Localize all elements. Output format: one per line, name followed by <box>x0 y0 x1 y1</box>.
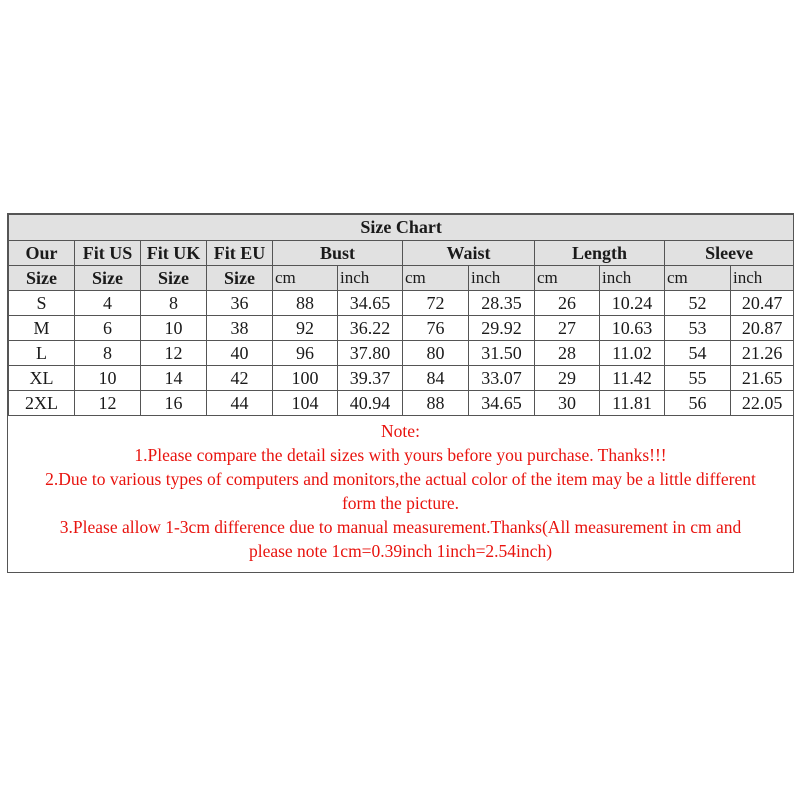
cell-bust-in: 40.94 <box>338 391 403 416</box>
header-length-inch: inch <box>600 266 665 291</box>
table-row <box>9 391 794 416</box>
note-line-2b: form the picture. <box>341 493 460 513</box>
cell-bust-cm: 92 <box>273 316 338 341</box>
size-chart-title: Size Chart <box>9 215 794 241</box>
size-chart <box>7 213 794 573</box>
cell-waist-in: 33.07 <box>469 366 535 391</box>
cell-size: 2XL <box>9 391 75 416</box>
note-heading: Note: <box>381 421 420 441</box>
cell-bust-cm: 104 <box>273 391 338 416</box>
header-fit-eu-top: Fit EU <box>207 241 273 266</box>
cell-length-in: 10.24 <box>600 291 665 316</box>
cell-waist-in: 34.65 <box>469 391 535 416</box>
cell-bust-cm: 100 <box>273 366 338 391</box>
cell-length-in: 11.81 <box>600 391 665 416</box>
note-line-1: 1.Please compare the detail sizes with yours before you purchase. Thanks!!! <box>134 445 667 465</box>
cell-length-in: 11.02 <box>600 341 665 366</box>
cell-eu: 40 <box>207 341 273 366</box>
cell-eu: 36 <box>207 291 273 316</box>
cell-bust-in: 39.37 <box>338 366 403 391</box>
cell-bust-in: 34.65 <box>338 291 403 316</box>
cell-bust-in: 36.22 <box>338 316 403 341</box>
cell-size: L <box>9 341 75 366</box>
header-sleeve-inch: inch <box>731 266 794 291</box>
cell-waist-in: 29.92 <box>469 316 535 341</box>
note-line-3b: please note 1cm=0.39inch 1inch=2.54inch) <box>248 541 553 561</box>
cell-bust-cm: 96 <box>273 341 338 366</box>
cell-eu: 42 <box>207 366 273 391</box>
header-our-size-bottom: Size <box>9 266 75 291</box>
header-length-cm: cm <box>535 266 600 291</box>
cell-us: 4 <box>75 291 141 316</box>
cell-length-cm: 29 <box>535 366 600 391</box>
cell-us: 12 <box>75 391 141 416</box>
notes <box>8 419 793 563</box>
cell-length-cm: 28 <box>535 341 600 366</box>
cell-size: M <box>9 316 75 341</box>
cell-uk: 14 <box>141 366 207 391</box>
cell-length-cm: 26 <box>535 291 600 316</box>
header-fit-us-top: Fit US <box>75 241 141 266</box>
table-row <box>9 291 794 316</box>
cell-us: 6 <box>75 316 141 341</box>
header-waist-inch: inch <box>469 266 535 291</box>
cell-bust-in: 37.80 <box>338 341 403 366</box>
size-rows <box>9 291 794 416</box>
cell-size: XL <box>9 366 75 391</box>
header-sleeve-cm: cm <box>665 266 731 291</box>
header-length: Length <box>535 241 665 266</box>
cell-eu: 44 <box>207 391 273 416</box>
table-row <box>9 366 794 391</box>
note-line-2a: 2.Due to various types of computers and monitors,the actual color of the item may be a little different <box>45 469 756 489</box>
header-bust: Bust <box>273 241 403 266</box>
cell-bust-cm: 88 <box>273 291 338 316</box>
cell-waist-in: 28.35 <box>469 291 535 316</box>
header-fit-uk-top: Fit UK <box>141 241 207 266</box>
header-our-size-top: Our <box>9 241 75 266</box>
cell-sleeve-cm: 55 <box>665 366 731 391</box>
cell-sleeve-in: 22.05 <box>731 391 794 416</box>
table-row <box>9 316 794 341</box>
cell-sleeve-in: 21.65 <box>731 366 794 391</box>
cell-uk: 10 <box>141 316 207 341</box>
cell-sleeve-cm: 54 <box>665 341 731 366</box>
cell-uk: 16 <box>141 391 207 416</box>
header-sleeve: Sleeve <box>665 241 794 266</box>
cell-waist-cm: 80 <box>403 341 469 366</box>
header-waist-cm: cm <box>403 266 469 291</box>
cell-uk: 8 <box>141 291 207 316</box>
table-row <box>9 341 794 366</box>
cell-eu: 38 <box>207 316 273 341</box>
cell-length-in: 10.63 <box>600 316 665 341</box>
size-table <box>8 214 794 416</box>
cell-length-in: 11.42 <box>600 366 665 391</box>
cell-sleeve-in: 20.47 <box>731 291 794 316</box>
cell-length-cm: 30 <box>535 391 600 416</box>
cell-uk: 12 <box>141 341 207 366</box>
note-line-3a: 3.Please allow 1-3cm difference due to manual measurement.Thanks(All measurement in cm and <box>59 517 742 537</box>
cell-waist-cm: 72 <box>403 291 469 316</box>
header-fit-uk-bottom: Size <box>141 266 207 291</box>
cell-size: S <box>9 291 75 316</box>
cell-length-cm: 27 <box>535 316 600 341</box>
cell-sleeve-cm: 53 <box>665 316 731 341</box>
cell-waist-cm: 88 <box>403 391 469 416</box>
header-bust-inch: inch <box>338 266 403 291</box>
cell-sleeve-cm: 56 <box>665 391 731 416</box>
header-bust-cm: cm <box>273 266 338 291</box>
cell-sleeve-in: 21.26 <box>731 341 794 366</box>
cell-waist-in: 31.50 <box>469 341 535 366</box>
cell-waist-cm: 76 <box>403 316 469 341</box>
cell-us: 8 <box>75 341 141 366</box>
header-fit-us-bottom: Size <box>75 266 141 291</box>
cell-sleeve-cm: 52 <box>665 291 731 316</box>
header-waist: Waist <box>403 241 535 266</box>
cell-waist-cm: 84 <box>403 366 469 391</box>
header-fit-eu-bottom: Size <box>207 266 273 291</box>
cell-sleeve-in: 20.87 <box>731 316 794 341</box>
cell-us: 10 <box>75 366 141 391</box>
